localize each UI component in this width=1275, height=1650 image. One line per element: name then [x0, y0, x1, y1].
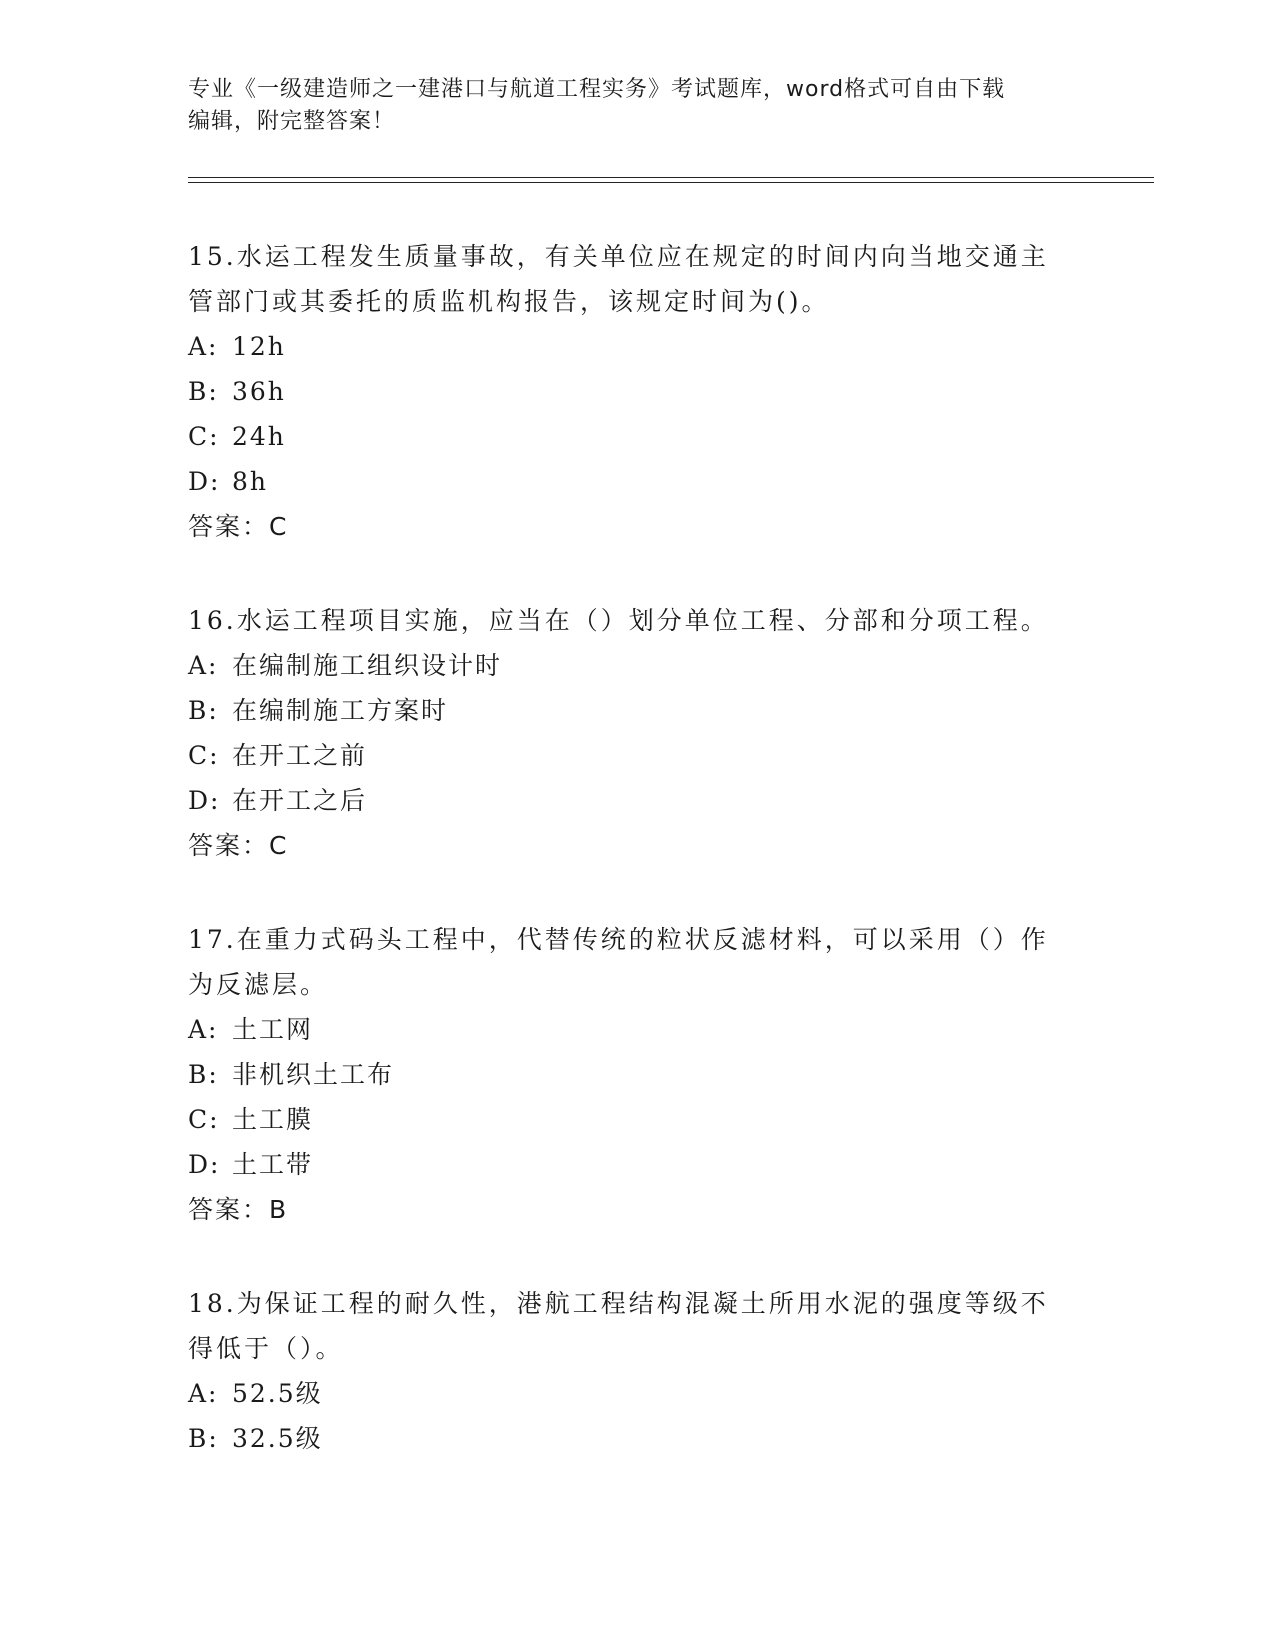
option-letter: A:: [188, 1379, 219, 1408]
option-text: 52.5级: [232, 1379, 323, 1408]
option-letter: C:: [188, 422, 220, 451]
question-stem-line: 16.水运工程项目实施，应当在（）划分单位工程、分部和分项工程。: [188, 606, 1049, 635]
option-text: 土工膜: [232, 1105, 314, 1134]
question-15: [188, 234, 1088, 549]
option-c: [188, 1097, 1088, 1142]
question-17: [188, 917, 1088, 1232]
option-c: [188, 733, 1088, 778]
answer-line: 答案：C: [188, 831, 289, 860]
option-d: [188, 459, 1088, 504]
document-header: [188, 74, 1088, 138]
question-16: [188, 598, 1088, 868]
option-letter: D:: [188, 786, 221, 815]
answer-line: 答案：B: [188, 1195, 289, 1224]
option-letter: A:: [188, 332, 219, 361]
option-letter: B:: [188, 696, 219, 725]
question-stem-line: 15.水运工程发生质量事故，有关单位应在规定的时间内向当地交通主: [188, 242, 1049, 271]
option-letter: A:: [188, 651, 219, 680]
option-letter: C:: [188, 741, 220, 770]
option-text: 在编制施工方案时: [232, 696, 449, 725]
option-b: [188, 688, 1088, 733]
option-text: 36h: [232, 377, 286, 406]
option-a: [188, 1371, 1088, 1416]
option-a: [188, 1007, 1088, 1052]
question-18: [188, 1281, 1088, 1461]
option-b: [188, 369, 1088, 414]
option-text: 土工网: [232, 1015, 314, 1044]
question-stem-line: 得低于（）。: [188, 1334, 344, 1363]
header-line-2: 编辑，附完整答案！: [188, 109, 396, 134]
option-letter: D:: [188, 467, 221, 496]
answer-line: 答案：C: [188, 512, 289, 541]
option-text: 在开工之后: [232, 786, 368, 815]
option-b: [188, 1416, 1088, 1461]
option-letter: B:: [188, 377, 219, 406]
header-line-1: 专业《一级建造师之一建港口与航道工程实务》考试题库，word格式可自由下载: [188, 77, 1006, 102]
option-letter: B:: [188, 1424, 219, 1453]
option-text: 在编制施工组织设计时: [232, 651, 503, 680]
option-text: 8h: [232, 467, 269, 496]
option-d: [188, 778, 1088, 823]
option-b: [188, 1052, 1088, 1097]
header-divider-bottom: [188, 182, 1154, 183]
option-d: [188, 1142, 1088, 1187]
option-letter: D:: [188, 1150, 221, 1179]
option-a: [188, 324, 1088, 369]
option-letter: C:: [188, 1105, 220, 1134]
option-letter: A:: [188, 1015, 219, 1044]
option-letter: B:: [188, 1060, 219, 1089]
question-stem-line: 17.在重力式码头工程中，代替传统的粒状反滤材料，可以采用（）作: [188, 925, 1049, 954]
option-c: [188, 414, 1088, 459]
option-text: 12h: [232, 332, 286, 361]
header-divider-top: [188, 177, 1154, 178]
option-text: 32.5级: [232, 1424, 323, 1453]
option-a: [188, 643, 1088, 688]
option-text: 在开工之前: [232, 741, 368, 770]
option-text: 24h: [232, 422, 286, 451]
option-text: 非机织土工布: [232, 1060, 395, 1089]
question-stem-line: 为反滤层。: [188, 970, 329, 999]
question-stem-line: 18.为保证工程的耐久性，港航工程结构混凝土所用水泥的强度等级不: [188, 1289, 1049, 1318]
option-text: 土工带: [232, 1150, 314, 1179]
question-stem-line: 管部门或其委托的质监机构报告，该规定时间为()。: [188, 287, 830, 316]
